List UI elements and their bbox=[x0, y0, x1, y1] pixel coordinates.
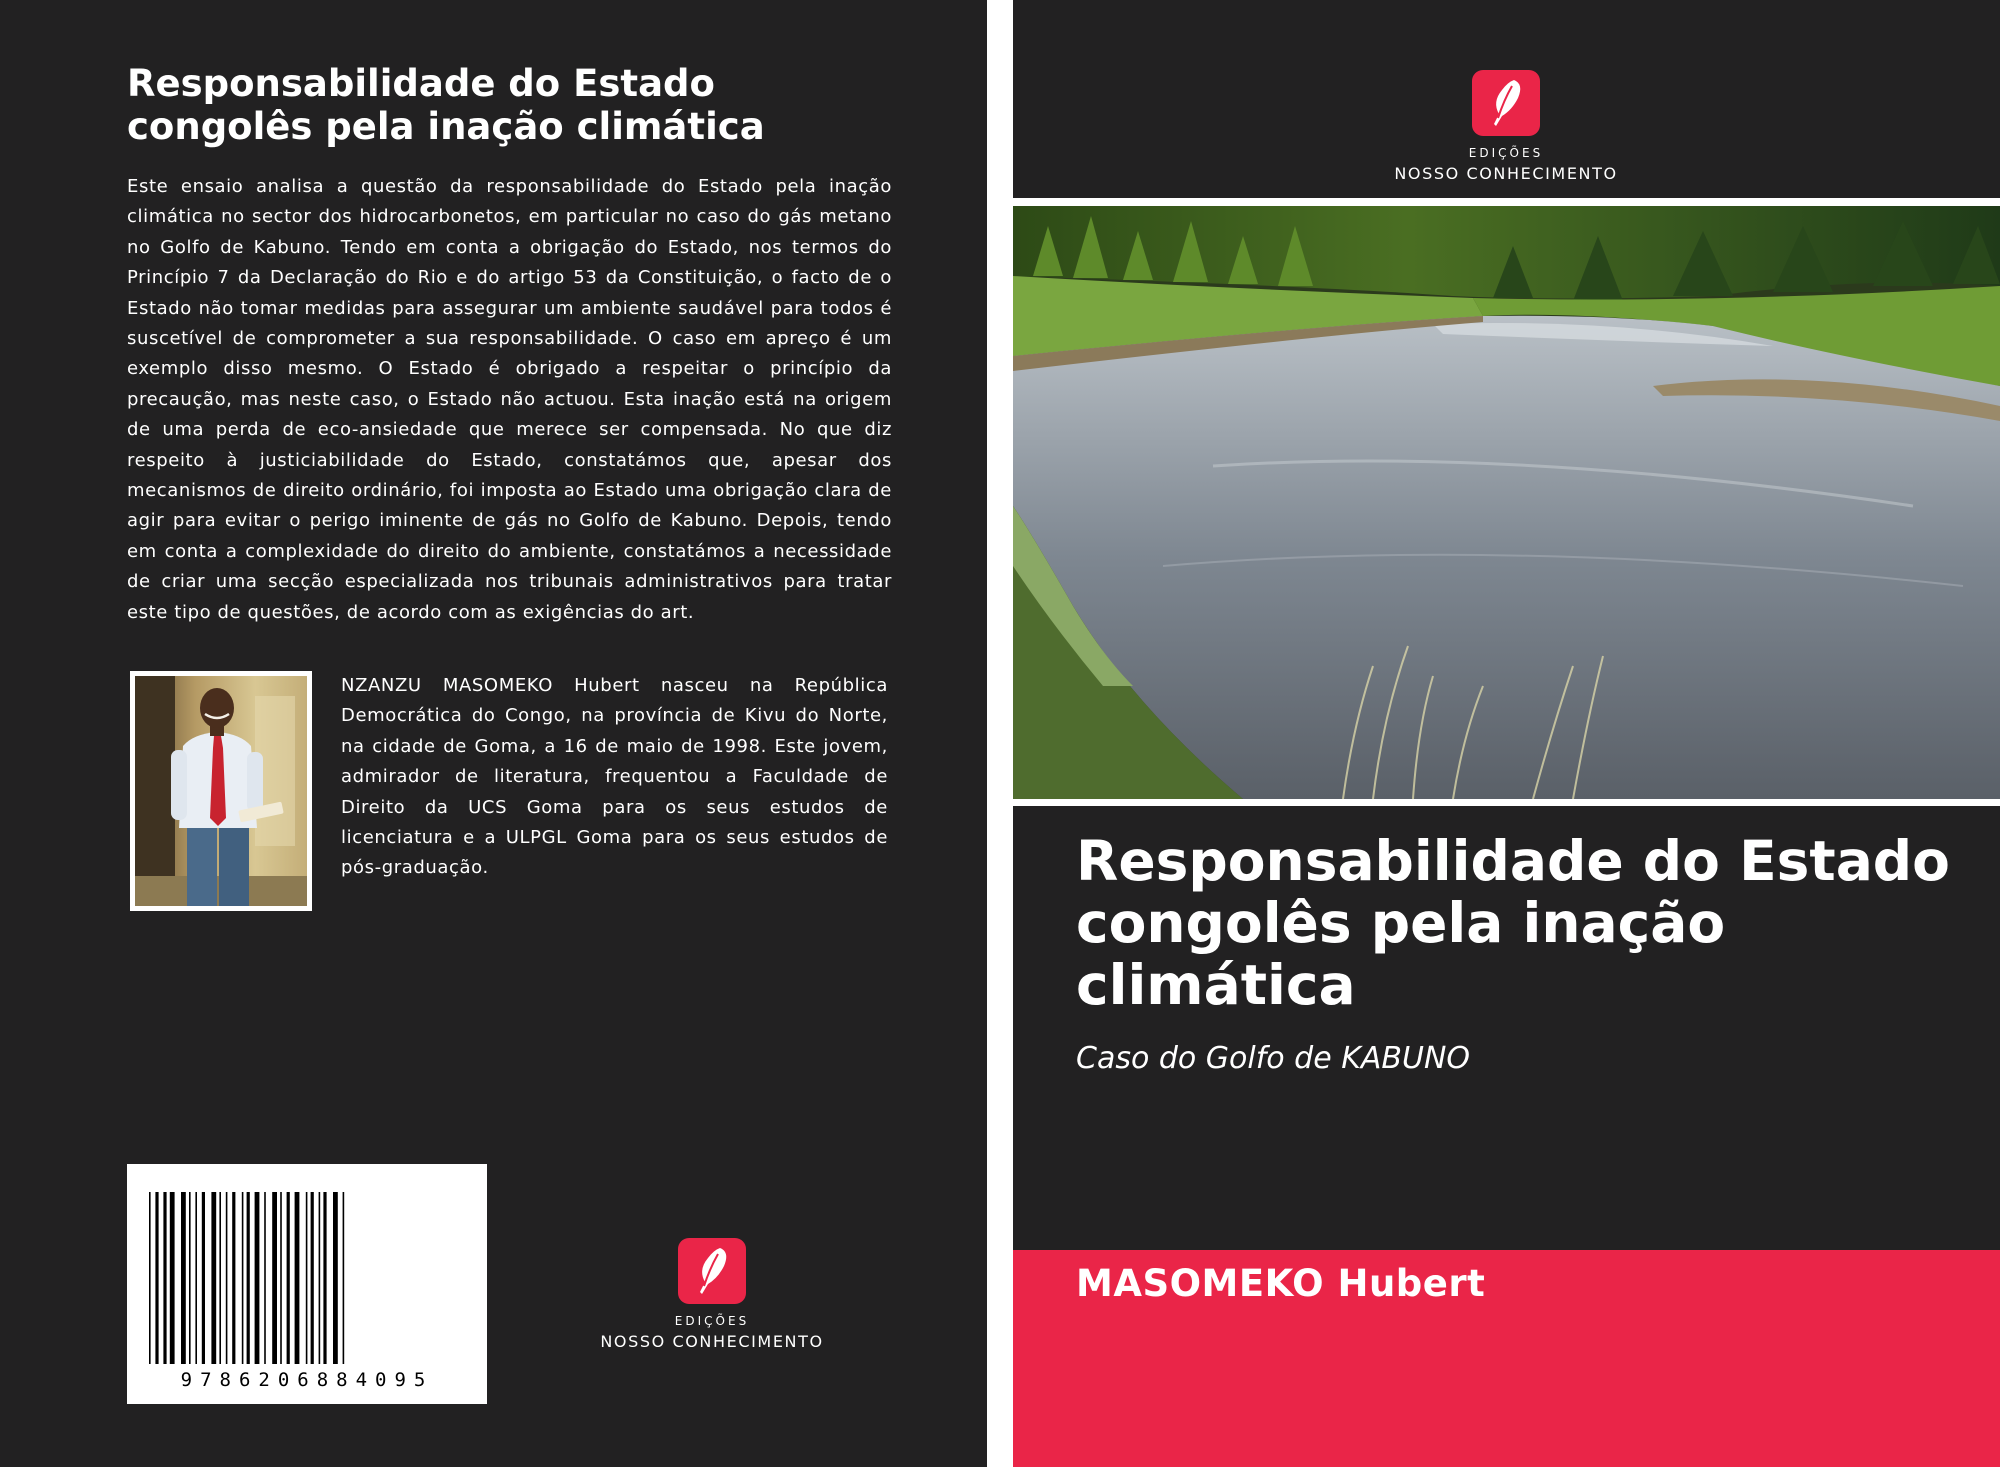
publisher-name: NOSSO CONHECIMENTO bbox=[1394, 164, 1618, 183]
isbn-barcode bbox=[127, 1164, 487, 1404]
front-publisher-logo bbox=[1386, 70, 1626, 183]
author-bio: NZANZU MASOMEKO Hubert nasceu na República Democrática do Congo, na província de Kivu do Norte, na cidade de Goma, a 16 de maio de 1998. Este jovem, admirador de literatura, frequentou a Faculdade de Direito da UCS Goma para os seus estudos de licenciatura e a ULPGL Goma para os seus estudos de pós-graduação. bbox=[341, 675, 888, 879]
front-header bbox=[1013, 0, 2000, 198]
back-cover-title: Responsabilidade do Estado congolês pela inação climática bbox=[127, 62, 765, 148]
spine-gap bbox=[987, 0, 1013, 1467]
front-cover-title: Responsabilidade do Estado congolês pela inação climática bbox=[1076, 829, 1950, 1017]
publisher-name: NOSSO CONHECIMENTO bbox=[600, 1332, 824, 1351]
publisher-sub: EDIÇÕES bbox=[674, 1314, 750, 1328]
author-photo bbox=[130, 671, 312, 911]
barcode-number: 9786206884095 bbox=[180, 1369, 434, 1391]
feather-icon bbox=[1472, 70, 1540, 136]
front-cover bbox=[1013, 0, 2000, 1467]
cover-landscape-photo bbox=[1013, 206, 2000, 799]
back-cover bbox=[0, 0, 987, 1467]
book-blurb: Este ensaio analisa a questão da responsabilidade do Estado pela inação climática no sector dos hidrocarbonetos, em particular no caso do gás metano no Golfo de Kabuno. Tendo em conta a obrigação do Estado, nos termos do Princípio 7 da Declaração do Rio e do artigo 53 da Constituição, o facto de o Estado não tomar medidas para assegurar um ambiente saudável para todos é suscetível de comprometer a sua responsabilidade. O caso em apreço é um exemplo disso mesmo. O Estado é obrigado a respeitar o princípio da precaução, mas neste caso, o Estado não actuou. Esta inação está na origem de uma perda de eco-ansiedade que merece ser compensada. No que diz respeito à justiciabilidade do Estado, constatámos que, apesar dos mecanismos de direito ordinário, foi imposta ao Estado uma obrigação clara de agir para evitar o perigo iminente de gás no Golfo de Kabuno. Depois, tendo em conta a complexidade do direito do ambiente, constatámos a necessidade de criar uma secção especializada nos tribunais administrativos para tratar este tipo de questões, de acordo com as exigências do art. bbox=[127, 176, 892, 623]
feather-icon bbox=[678, 1238, 746, 1304]
front-cover-author: MASOMEKO Hubert bbox=[1076, 1262, 1486, 1305]
publisher-sub: EDIÇÕES bbox=[1468, 146, 1544, 160]
author-portrait-image bbox=[135, 676, 307, 906]
back-publisher-logo bbox=[592, 1238, 832, 1351]
barcode-bars bbox=[127, 1164, 487, 1369]
front-cover-subtitle: Caso do Golfo de KABUNO bbox=[1076, 1041, 1470, 1076]
